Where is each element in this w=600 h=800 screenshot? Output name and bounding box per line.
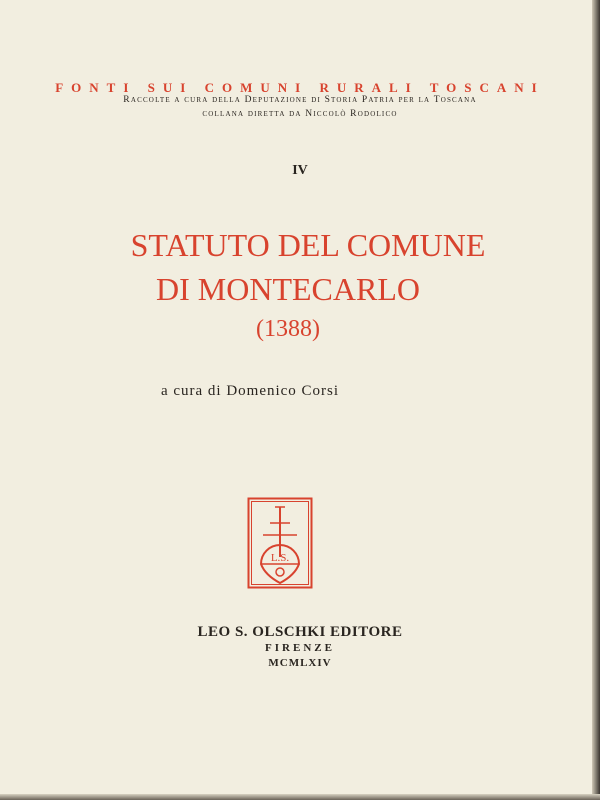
- publisher-logo-icon: [247, 497, 313, 589]
- book-editor: a cura di Domenico Corsi: [160, 383, 340, 399]
- series-title: FONTI SUI COMUNI RURALI TOSCANI: [55, 80, 545, 95]
- publisher-name: LEO S. OLSCHKI EDITORE: [197, 624, 403, 640]
- page-edge-shadow: [592, 0, 600, 800]
- publication-year: MCMLXIV: [268, 657, 332, 669]
- series-subtitle: Raccolte a cura della Deputazione di Storia Patria per la Toscana: [123, 95, 477, 105]
- page-bottom-shadow: [0, 794, 600, 800]
- book-title-line1: STATUTO DEL COMUNE: [130, 227, 486, 263]
- series-editor: collana diretta da Niccolò Rodolico: [202, 109, 398, 119]
- logo-letters: L.S.: [270, 552, 290, 564]
- book-title-line2: DI MONTECARLO: [156, 271, 420, 307]
- publisher-city: FIRENZE: [265, 642, 335, 654]
- book-year: (1388): [256, 316, 320, 342]
- volume-number: IV: [292, 163, 308, 178]
